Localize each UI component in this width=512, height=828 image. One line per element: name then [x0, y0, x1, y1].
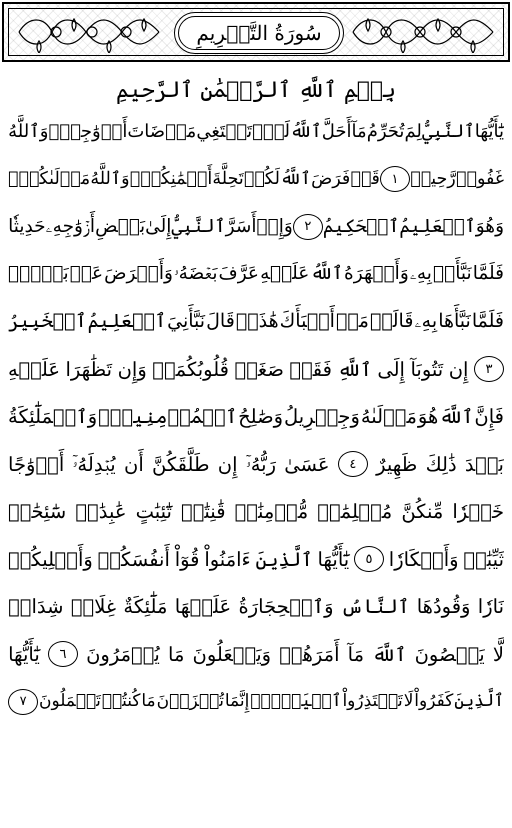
- verse-lines: [8, 108, 504, 726]
- verse-line: [8, 393, 504, 441]
- verse-word: وَٱلۡمَلَٰٓئِكَةُ: [8, 405, 98, 428]
- verse-word: تَٰٓئِبَٰتٍ: [135, 500, 172, 523]
- verse-word: وَأَظۡهَرَهُ: [344, 263, 409, 284]
- verse-word: ظَهِيرٌ: [376, 452, 418, 476]
- verse-word: عَٰبِدَٰتٖ: [75, 500, 127, 523]
- ayah-number-marker: ٢: [293, 214, 323, 240]
- ayah-number-marker: ٧: [8, 689, 38, 715]
- arabesque-ornament-right: [348, 11, 498, 53]
- verse-word: ٱللَّهَ: [372, 642, 407, 666]
- verse-word: أَزۡوَٰجًا: [8, 452, 65, 476]
- verse-word: مَرۡضَاتَ: [127, 120, 197, 142]
- basmala: بِسۡمِ ٱللَّهِ ٱلرَّحۡمَٰنِ ٱلرَّحِيمِ: [115, 78, 397, 103]
- verse-word: تَعۡتَذِرُواْ: [342, 691, 403, 712]
- ayah-number-marker: ٦: [48, 641, 78, 667]
- verse-word: بَعۡدَ: [464, 452, 504, 476]
- verse-line: [8, 678, 504, 726]
- verse-word: ذَٰلِكَ: [425, 452, 457, 476]
- verse-word: عَسَىٰ: [284, 452, 330, 476]
- verse-line: [8, 488, 504, 536]
- verse-word: لَكَۖ: [252, 120, 291, 142]
- verse-word: كَفَرُواْ: [414, 691, 454, 712]
- verse-word: مَا: [168, 642, 185, 666]
- verse-word: رَّحِيمٞ: [410, 168, 456, 189]
- verse-word: قُلُوبُكُمَاۖ: [152, 357, 229, 381]
- verse-word: بِهِۦ: [414, 310, 438, 333]
- verse-word: ٱلنَّبِيُّ: [171, 215, 226, 237]
- verse-word: تَظَٰهَرَا: [65, 357, 113, 381]
- verse-word: مَآ: [347, 642, 365, 666]
- verse-word: نَبَّأَهَا: [438, 310, 471, 333]
- verse-word: ٱللَّهِ: [337, 357, 372, 381]
- verse-word: لَا: [403, 691, 414, 712]
- verse-line: [8, 108, 504, 156]
- verse-word: عَنۢ: [69, 263, 103, 284]
- surah-title: سُورَةُ التَّحۡرِيمِ: [196, 21, 322, 45]
- ayah-number-marker: ١: [380, 166, 410, 192]
- verse-line: [8, 631, 504, 679]
- verse-word: ٱلۡعَلِيمُ: [399, 215, 476, 237]
- verse-word: قَالَ: [206, 310, 235, 333]
- ayah-number-marker: ٥: [354, 546, 384, 572]
- verse-word: لِمَ: [404, 120, 422, 142]
- verse-word: يَٰٓأَيُّهَا: [8, 642, 40, 666]
- verse-word: سَٰٓئِحَٰتٖ: [8, 500, 67, 523]
- verse-line: [8, 203, 504, 251]
- verse-word: إِن: [217, 452, 238, 476]
- verse-word: نَبَّأَنِيَ: [167, 310, 206, 333]
- verse-word: مَا: [141, 691, 156, 712]
- verse-word: مُّؤۡمِنَٰتٖ: [234, 500, 309, 523]
- verse-word: وَقُودُهَا: [416, 595, 471, 618]
- verse-word: أَنفُسَكُمۡ: [97, 547, 170, 571]
- verse-word: بَعۡضَهُۥ: [174, 263, 218, 284]
- verse-word: هَٰذَاۖ: [235, 310, 279, 333]
- verse-word: نَبَّأَتۡ: [433, 263, 472, 284]
- verse-word: يُبۡدِلَهُۥٓ: [72, 452, 116, 476]
- verse-word: فَلَمَّا: [471, 310, 504, 333]
- verse-word: كُنتُمۡ: [101, 691, 141, 712]
- verse-word: غَفُورٞ: [455, 168, 504, 189]
- verse-word: أَن: [124, 452, 144, 476]
- verse-word: يَعۡصُونَ: [414, 642, 485, 666]
- verse-word: عَرَّفَ: [218, 263, 259, 284]
- verse-word: إِنَّمَا: [224, 691, 250, 712]
- verse-word: مَلَٰٓئِكَةٌ: [123, 595, 168, 618]
- verse-word: تُجۡزَوۡنَ: [156, 691, 224, 712]
- verse-word: ٱللَّهُ: [290, 120, 322, 142]
- verse-word: ٱللَّهُ: [280, 168, 311, 189]
- verse-word: قُوٓاْ: [174, 547, 200, 571]
- verse-word: وَٱلۡحِجَارَةُ: [238, 595, 334, 618]
- verse-word: وَأَبۡكَارٗا: [388, 547, 459, 571]
- verse-word: ثَيِّبَٰتٖ: [463, 547, 504, 571]
- verse-word: إِلَىٰ: [145, 215, 172, 237]
- verse-word: وَإِذۡ: [256, 215, 293, 237]
- verse-word: تُحَرِّمُ: [366, 120, 405, 142]
- verse-word: تَبۡتَغِي: [196, 120, 253, 142]
- verse-word: فَإِنَّ: [474, 405, 504, 428]
- verse-word: ٱلَّذِينَ: [454, 691, 504, 712]
- verse-word: مَوۡلَىٰهُ: [360, 405, 417, 428]
- verse-word: قَدۡ: [350, 168, 380, 189]
- verse-word: صَغَتۡ: [234, 357, 284, 381]
- verse-line: [8, 346, 504, 394]
- verse-word: مَوۡلَىٰكُمۡۖ: [8, 168, 91, 189]
- verse-word: ٱلۡخَبِيرُ: [8, 310, 87, 333]
- verse-word: طَلَّقَكُنَّ: [152, 452, 210, 476]
- verse-line: [8, 298, 504, 346]
- verse-word: ٱللَّهَ: [439, 405, 474, 428]
- verse-word: غِلَاظٞ: [70, 595, 117, 618]
- verse-word: بَعۡضٖۖ: [8, 263, 69, 284]
- verse-word: أَزۡوَٰجِهِۦ: [45, 215, 96, 237]
- verse-word: قَٰنِتَٰتٖ: [181, 500, 226, 523]
- ayah-number-marker: ٣: [474, 356, 504, 382]
- verse-word: تَعۡمَلُونَ: [38, 691, 101, 712]
- verse-word: ٱلۡمُؤۡمِنِينَۖ: [98, 405, 238, 428]
- verse-word: ٱلنَّبِيُّ: [421, 120, 475, 142]
- verse-word: أَيۡمَٰنِكُمۡۚ: [129, 168, 213, 189]
- verse-word: حَدِيثٗا: [8, 215, 46, 237]
- verse-word: مَآ: [351, 120, 367, 142]
- verse-word: رَبُّهُۥٓ: [245, 452, 276, 476]
- verse-word: مَنۡ: [335, 310, 369, 333]
- verse-word: لَكُمۡ: [243, 168, 280, 189]
- verse-line: [8, 536, 504, 584]
- verse-word: بِهِۦ: [409, 263, 432, 284]
- verse-word: ٱلۡحَكِيمُ: [322, 215, 400, 237]
- verse-word: مِّنكُنَّ: [401, 500, 444, 523]
- verse-word: وَهُوَ: [475, 215, 504, 237]
- verse-line: [8, 441, 504, 489]
- verse-word: هُوَ: [417, 405, 439, 428]
- surah-title-cartouche: [174, 12, 344, 54]
- verse-word: وَأَعۡرَضَ: [104, 263, 173, 284]
- verse-word: يُؤۡمَرُونَ: [86, 642, 160, 666]
- verse-word: أَزۡوَٰجِكَۚ: [48, 120, 128, 142]
- verse-word: أَمَرَهُمۡ: [279, 642, 340, 666]
- verse-word: أَسَرَّ: [225, 215, 257, 237]
- verse-word: تَتُوبَآ: [410, 357, 444, 381]
- surah-header-frame: [2, 2, 510, 62]
- ayah-number-marker: ٤: [338, 451, 368, 477]
- verse-word: وَصَٰلِحُ: [238, 405, 284, 428]
- verse-word: أَنۢبَأَكَ: [279, 310, 335, 333]
- verse-word: عَلَيۡهَا: [174, 595, 232, 618]
- verse-line: [8, 583, 504, 631]
- verse-word: ٱللَّهُ: [310, 263, 343, 284]
- verse-word: ٱلنَّاسُ: [340, 595, 410, 618]
- arabesque-ornament-left: [14, 11, 164, 53]
- verse-word: عَلَيۡهِ: [8, 357, 60, 381]
- verse-word: عَلَيۡهِ: [260, 263, 310, 284]
- verse-word: وَٱللَّهُ: [8, 120, 49, 142]
- verse-word: إِلَى: [377, 357, 405, 381]
- verse-word: ءَامَنُواْ: [204, 547, 251, 571]
- verse-word: فَلَمَّا: [472, 263, 504, 284]
- verse-word: ٱلۡعَلِيمُ: [87, 310, 167, 333]
- verse-line: [8, 251, 504, 299]
- verse-word: وَيَفۡعَلُونَ: [192, 642, 272, 666]
- verse-word: خَيۡرٗا: [452, 500, 504, 523]
- verse-word: يَٰٓأَيُّهَا: [474, 120, 504, 142]
- verse-word: وَٱللَّهُ: [90, 168, 130, 189]
- verse-word: وَأَهۡلِيكُمۡ: [8, 547, 93, 571]
- verse-word: قَالَتۡ: [369, 310, 414, 333]
- verse-word: إِن: [448, 357, 469, 381]
- verse-word: مُسۡلِمَٰتٖ: [317, 500, 393, 523]
- verse-word: بَعۡضِ: [95, 215, 146, 237]
- verse-word: فَرَضَ: [311, 168, 351, 189]
- verse-word: أَحَلَّ: [321, 120, 352, 142]
- verse-word: شِدَادٞ: [8, 595, 64, 618]
- verse-word: تَحِلَّةَ: [212, 168, 244, 189]
- verse-word: ٱلَّذِينَ: [255, 547, 313, 571]
- verse-word: وَجِبۡرِيلُ: [284, 405, 360, 428]
- verse-word: لَّا: [492, 642, 504, 666]
- verse-word: وَإِن: [117, 357, 147, 381]
- verse-word: نَارٗا: [477, 595, 504, 618]
- verse-line: [8, 156, 504, 204]
- verse-word: فَقَدۡ: [289, 357, 332, 381]
- verse-word: ٱلۡيَوۡمَۖ: [250, 691, 342, 712]
- verse-word: يَٰٓأَيُّهَا: [317, 547, 350, 571]
